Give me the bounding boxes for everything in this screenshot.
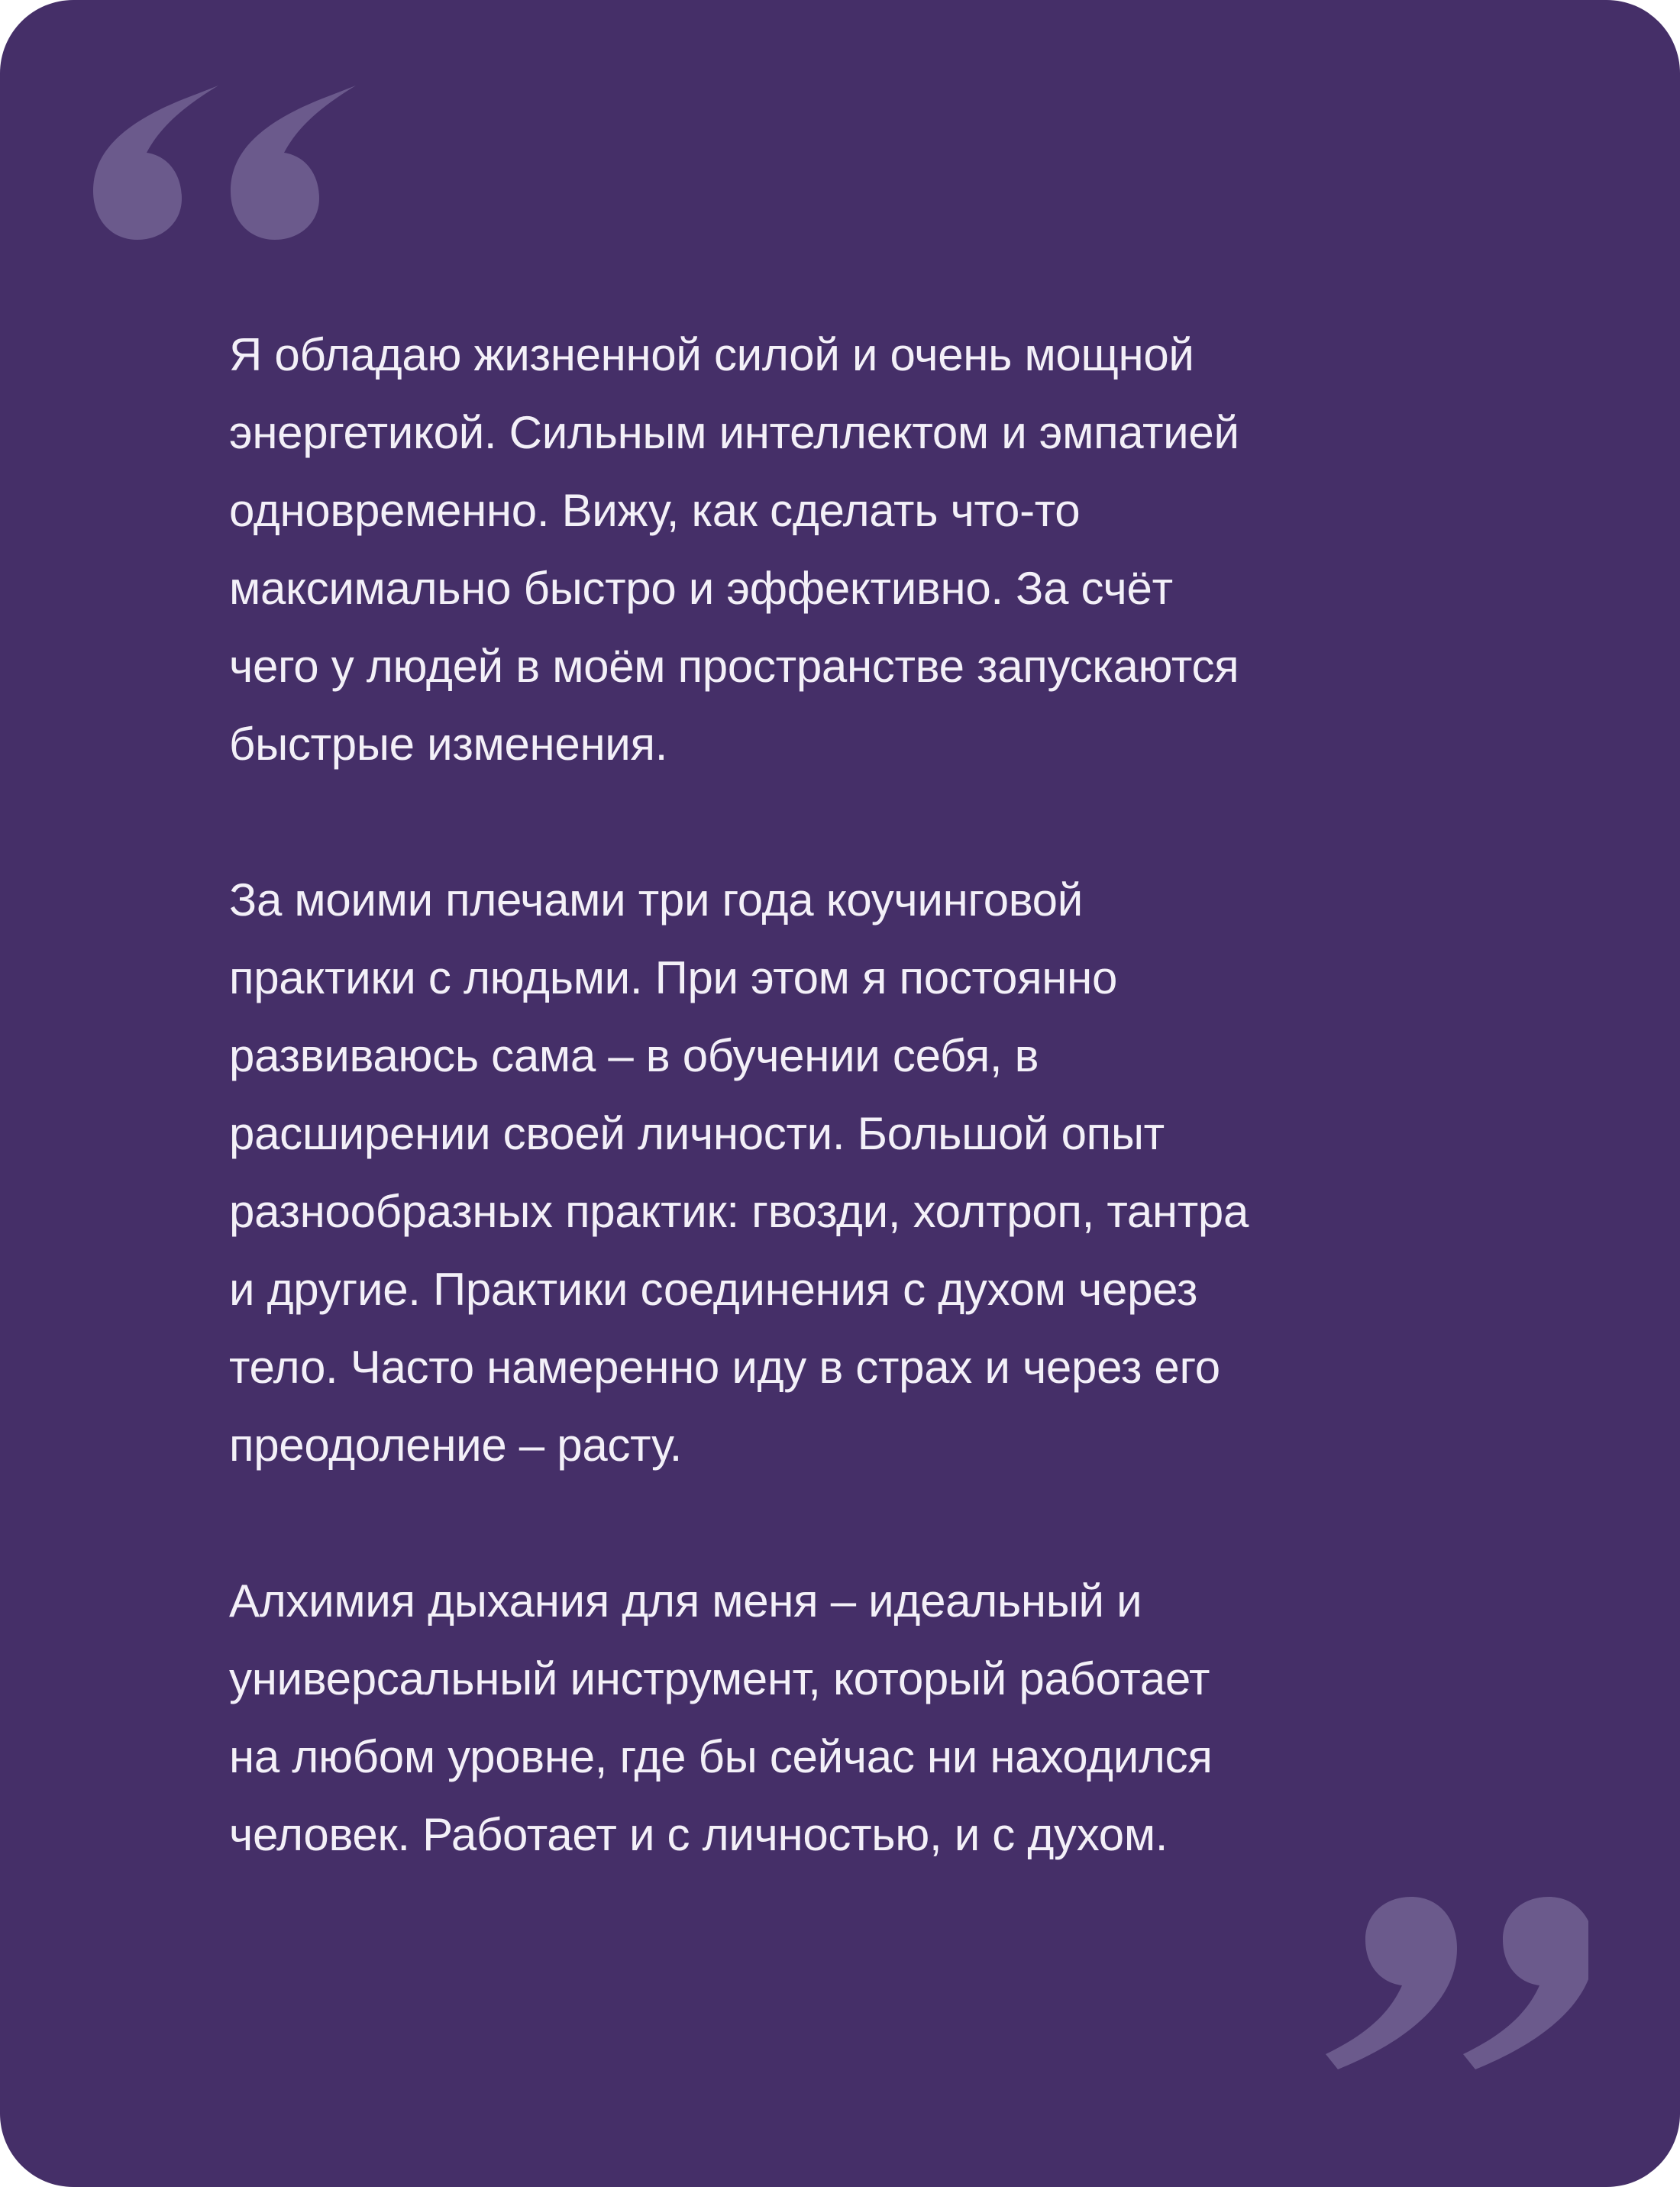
text-line: тело. Часто намеренно иду в страх и через его: [229, 1342, 1220, 1393]
text-line: на любом уровне, где бы сейчас ни находился: [229, 1731, 1213, 1782]
text-line: чего у людей в моём пространстве запускаются: [229, 641, 1239, 692]
closing-quote-icon: [1283, 1863, 1588, 2085]
text-line: человек. Работает и с личностью, и с духом.: [229, 1809, 1168, 1860]
text-line: расширении своей личности. Большой опыт: [229, 1108, 1165, 1159]
quote-text: [229, 316, 1481, 1874]
text-line: и другие. Практики соединения с духом через: [229, 1264, 1198, 1315]
paragraph-1: [229, 316, 1481, 783]
text-line: быстрые изменения.: [229, 719, 668, 770]
text-line: разнообразных практик: гвозди, холтроп, тантра: [229, 1186, 1249, 1237]
text-line: преодоление – расту.: [229, 1420, 683, 1471]
opening-quote-icon: [69, 76, 367, 298]
text-line: универсальный инструмент, который работает: [229, 1653, 1210, 1704]
text-line: энергетикой. Сильным интеллектом и эмпатией: [229, 407, 1239, 458]
text-line: За моими плечами три года коучинговой: [229, 874, 1083, 926]
text-line: одновременно. Вижу, как сделать что-то: [229, 485, 1081, 536]
paragraph-3: [229, 1562, 1481, 1874]
text-line: Я обладаю жизненной силой и очень мощной: [229, 329, 1194, 380]
text-line: максимально быстро и эффективно. За счёт: [229, 563, 1173, 614]
text-line: Алхимия дыхания для меня – идеальный и: [229, 1575, 1142, 1627]
text-line: развиваюсь сама – в обучении себя, в: [229, 1030, 1039, 1081]
paragraph-2: [229, 861, 1481, 1484]
text-line: практики с людьми. При этом я постоянно: [229, 952, 1118, 1003]
